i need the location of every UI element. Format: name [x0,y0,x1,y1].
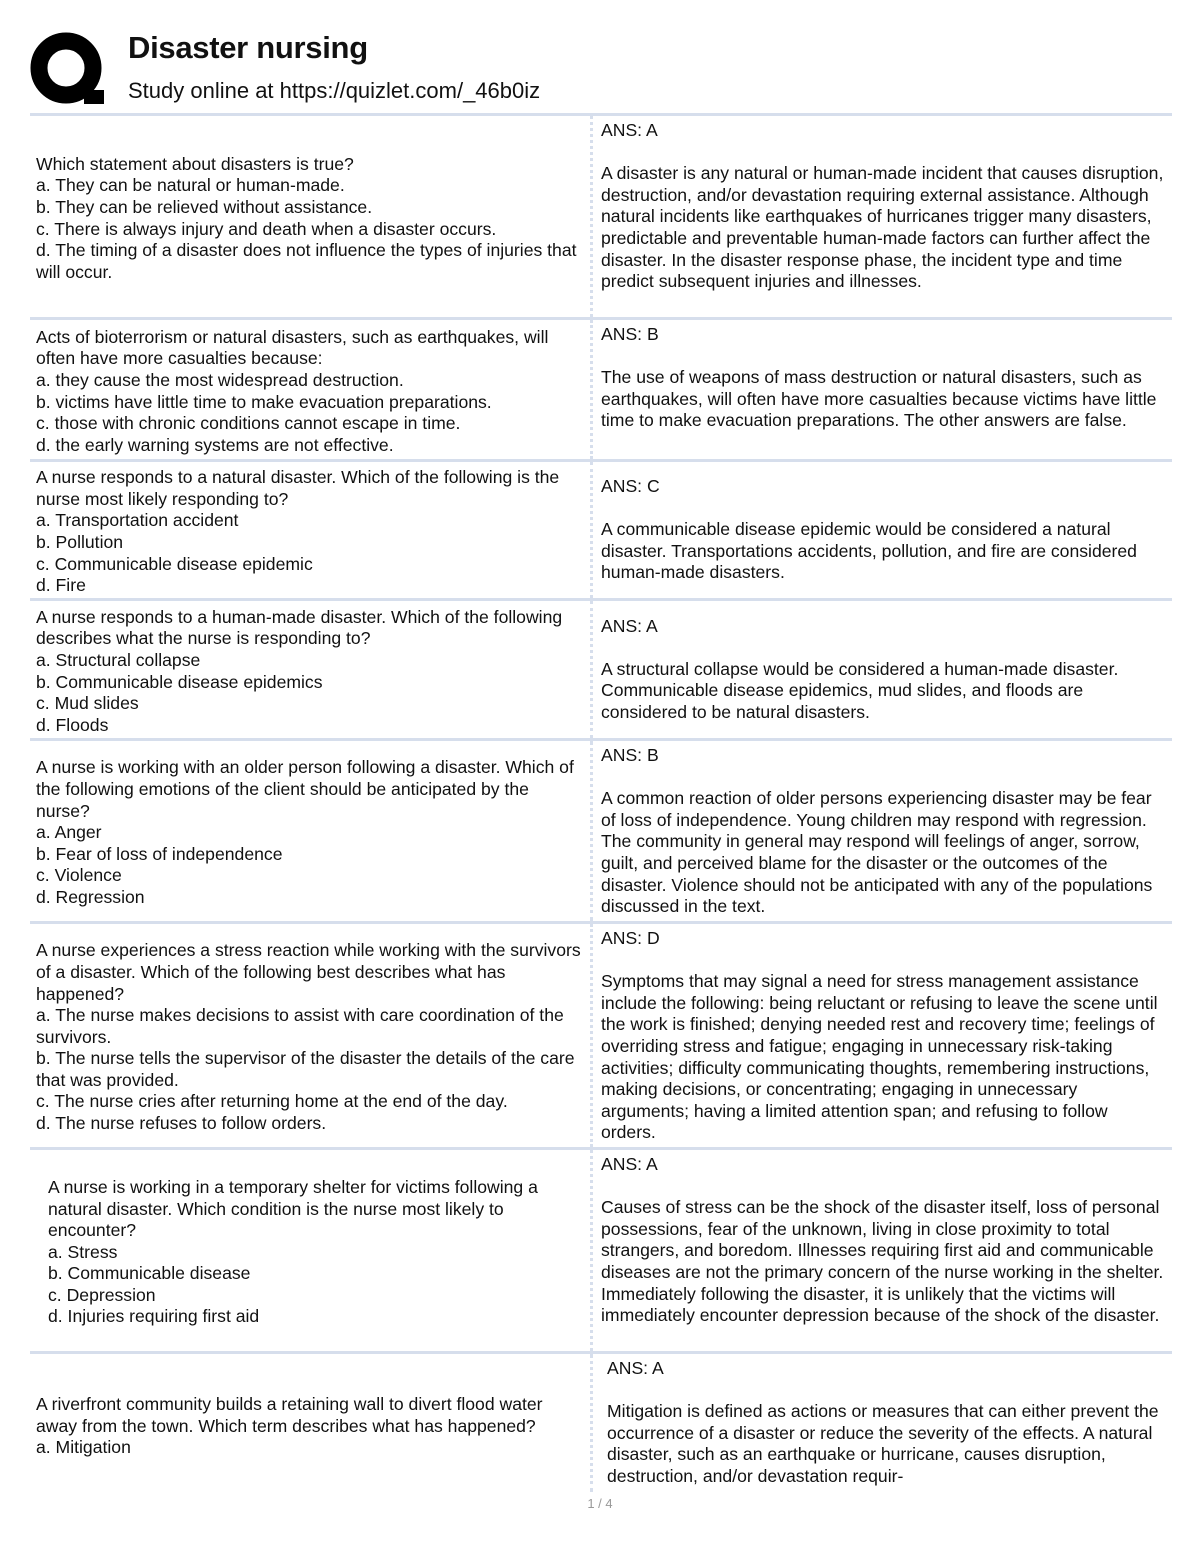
answer-text: Causes of stress can be the shock of the disaster itself, loss of personal possessions, fear of the unknown, living in close proximity to total strangers, and boredom. Illnesses requiring first aid and communicable diseases are not the primary concern of the nurse working in the shelter. Immediately following the disaster, it is unlikely that the victims will immediately encounter depression because of the shock of the disaster. [601,1197,1164,1326]
study-link: Study online at https://quizlet.com/_46b0iz [128,78,541,103]
card-answer [590,741,1172,921]
card-question: A riverfront community builds a retaining wall to divert flood water away from the town. Which term describes what has happened? a. Mitigation [36,1394,543,1458]
answer-text: A common reaction of older persons experiencing disaster may be fear of loss of independence. Young children may respond with regression. The community in general may respond will feelings of anger, sorrow, guilt, and perceived blame for the disaster or the outcomes of the disaster. Violence should not be anticipated with any of the populations discussed in the text. [601,788,1153,917]
card-question: A nurse responds to a human-made disaster. Which of the following describes what the nurse is responding to? a. Structural collapse b. Communicable disease epidemics c. Mud slides d. Floods [36,606,563,735]
answer-label: ANS: C [601,476,660,497]
card-answer [590,1150,1172,1351]
card-answer [590,320,1172,459]
answer-text: Symptoms that may signal a need for stress management assistance include the following: being reluctant or refusing to leave the scene until the work is finished; denying needed rest and recovery time; feelings of overriding stress and fatigue; engaging in unnecessary risk-taking activities; difficulty communicating thoughts, remembering instructions, making decisions, or concentrating; engaging in unnecessary arguments; having a limited attention span; and refusing to follow orders. [601,971,1158,1143]
card-question: A nurse experiences a stress reaction while working with the survivors of a disaster. Which of the following best describes what has happened? a. The nurse makes decisions to assist with care coordination of the survivors. b. The nurse tells the supervisor of the disaster the details of the care that was provided. c. The nurse cries after returning home at the end of the day. d. The nurse refuses to follow orders. [36,940,581,1134]
page-header [30,28,1180,108]
page-title: Disaster nursing [128,30,368,65]
answer-text: A structural collapse would be considered a human-made disaster. Communicable disease epidemics, mud slides, and floods are considered to be natural disasters. [601,658,1119,722]
card-answer [590,116,1172,317]
answer-text: A disaster is any natural or human-made incident that causes disruption, destruction, and/or devastation requiring external assistance. Although natural incidents like earthquakes of hurricanes trigger many disasters, predictable and preventable human-made factors can further affect the disaster. In the disaster response phase, the incident type and time predict subsequent injuries and illnesses. [601,163,1164,292]
card-question: A nurse responds to a natural disaster. Which of the following is the nurse most likely responding to? a. Transportation accident b. Pollution c. Communicable disease epidemic d. Fire [36,467,560,596]
flashcard [30,1147,1172,1351]
card-question: Which statement about disasters is true? a. They can be natural or human-made. b. They can be relieved without assistance. c. There is always injury and death when a disaster occurs. d. The timing of a disaster does not influence the types of injuries that will occur. [36,153,577,282]
answer-label: ANS: A [601,1154,658,1174]
card-answer [590,924,1172,1147]
answer-label: ANS: D [601,928,660,948]
answer-label: ANS: B [601,324,659,344]
card-answer [590,601,1172,738]
answer-text: Mitigation is defined as actions or measures that can either prevent the occurrence of a disaster or reduce the severity of the effects. A natural disaster, such as an earthquake or hurricane, causes disruption, destruction, and/or devastation requir- [607,1401,1159,1486]
quizlet-logo-icon [30,32,106,108]
card-question: A nurse is working with an older person following a disaster. Which of the following emotions of the client should be anticipated by the nurse? a. Anger b. Fear of loss of independence c. Violence d. Regression [36,757,574,907]
card-answer [590,1354,1172,1492]
flashcard [30,317,1172,459]
flashcard [30,1351,1172,1492]
answer-text: The use of weapons of mass destruction or natural disasters, such as earthquakes, will often have more casualties because victims have little time to make evacuation preparations. The other answers are false. [601,367,1157,431]
flashcard [30,113,1172,317]
card-answer [590,462,1172,598]
answer-label: ANS: A [607,1358,664,1378]
flashcard [30,598,1172,738]
card-question: Acts of bioterrorism or natural disasters, such as earthquakes, will often have more casualties because: a. they cause the most widespread destruction. b. victims have little time to make evacuation preparations. c. those with chronic conditions cannot escape in time. d. the early warning systems are not effective. [36,326,549,455]
flashcard-list [30,113,1172,1492]
flashcard [30,921,1172,1147]
card-question: A nurse is working in a temporary shelter for victims following a natural disaster. Which condition is the nurse most likely to encounter? a. Stress b. Communicable disease c. Depression d. Injuries requiring first aid [48,1176,538,1327]
answer-text: A communicable disease epidemic would be considered a natural disaster. Transportations accidents, pollution, and fire are considered human-made disasters. [601,519,1137,583]
flashcard [30,738,1172,921]
answer-label: ANS: A [601,615,658,636]
page-number: 1 / 4 [587,1496,613,1511]
answer-label: ANS: B [601,745,659,765]
flashcard [30,459,1172,598]
answer-label: ANS: A [601,120,658,140]
